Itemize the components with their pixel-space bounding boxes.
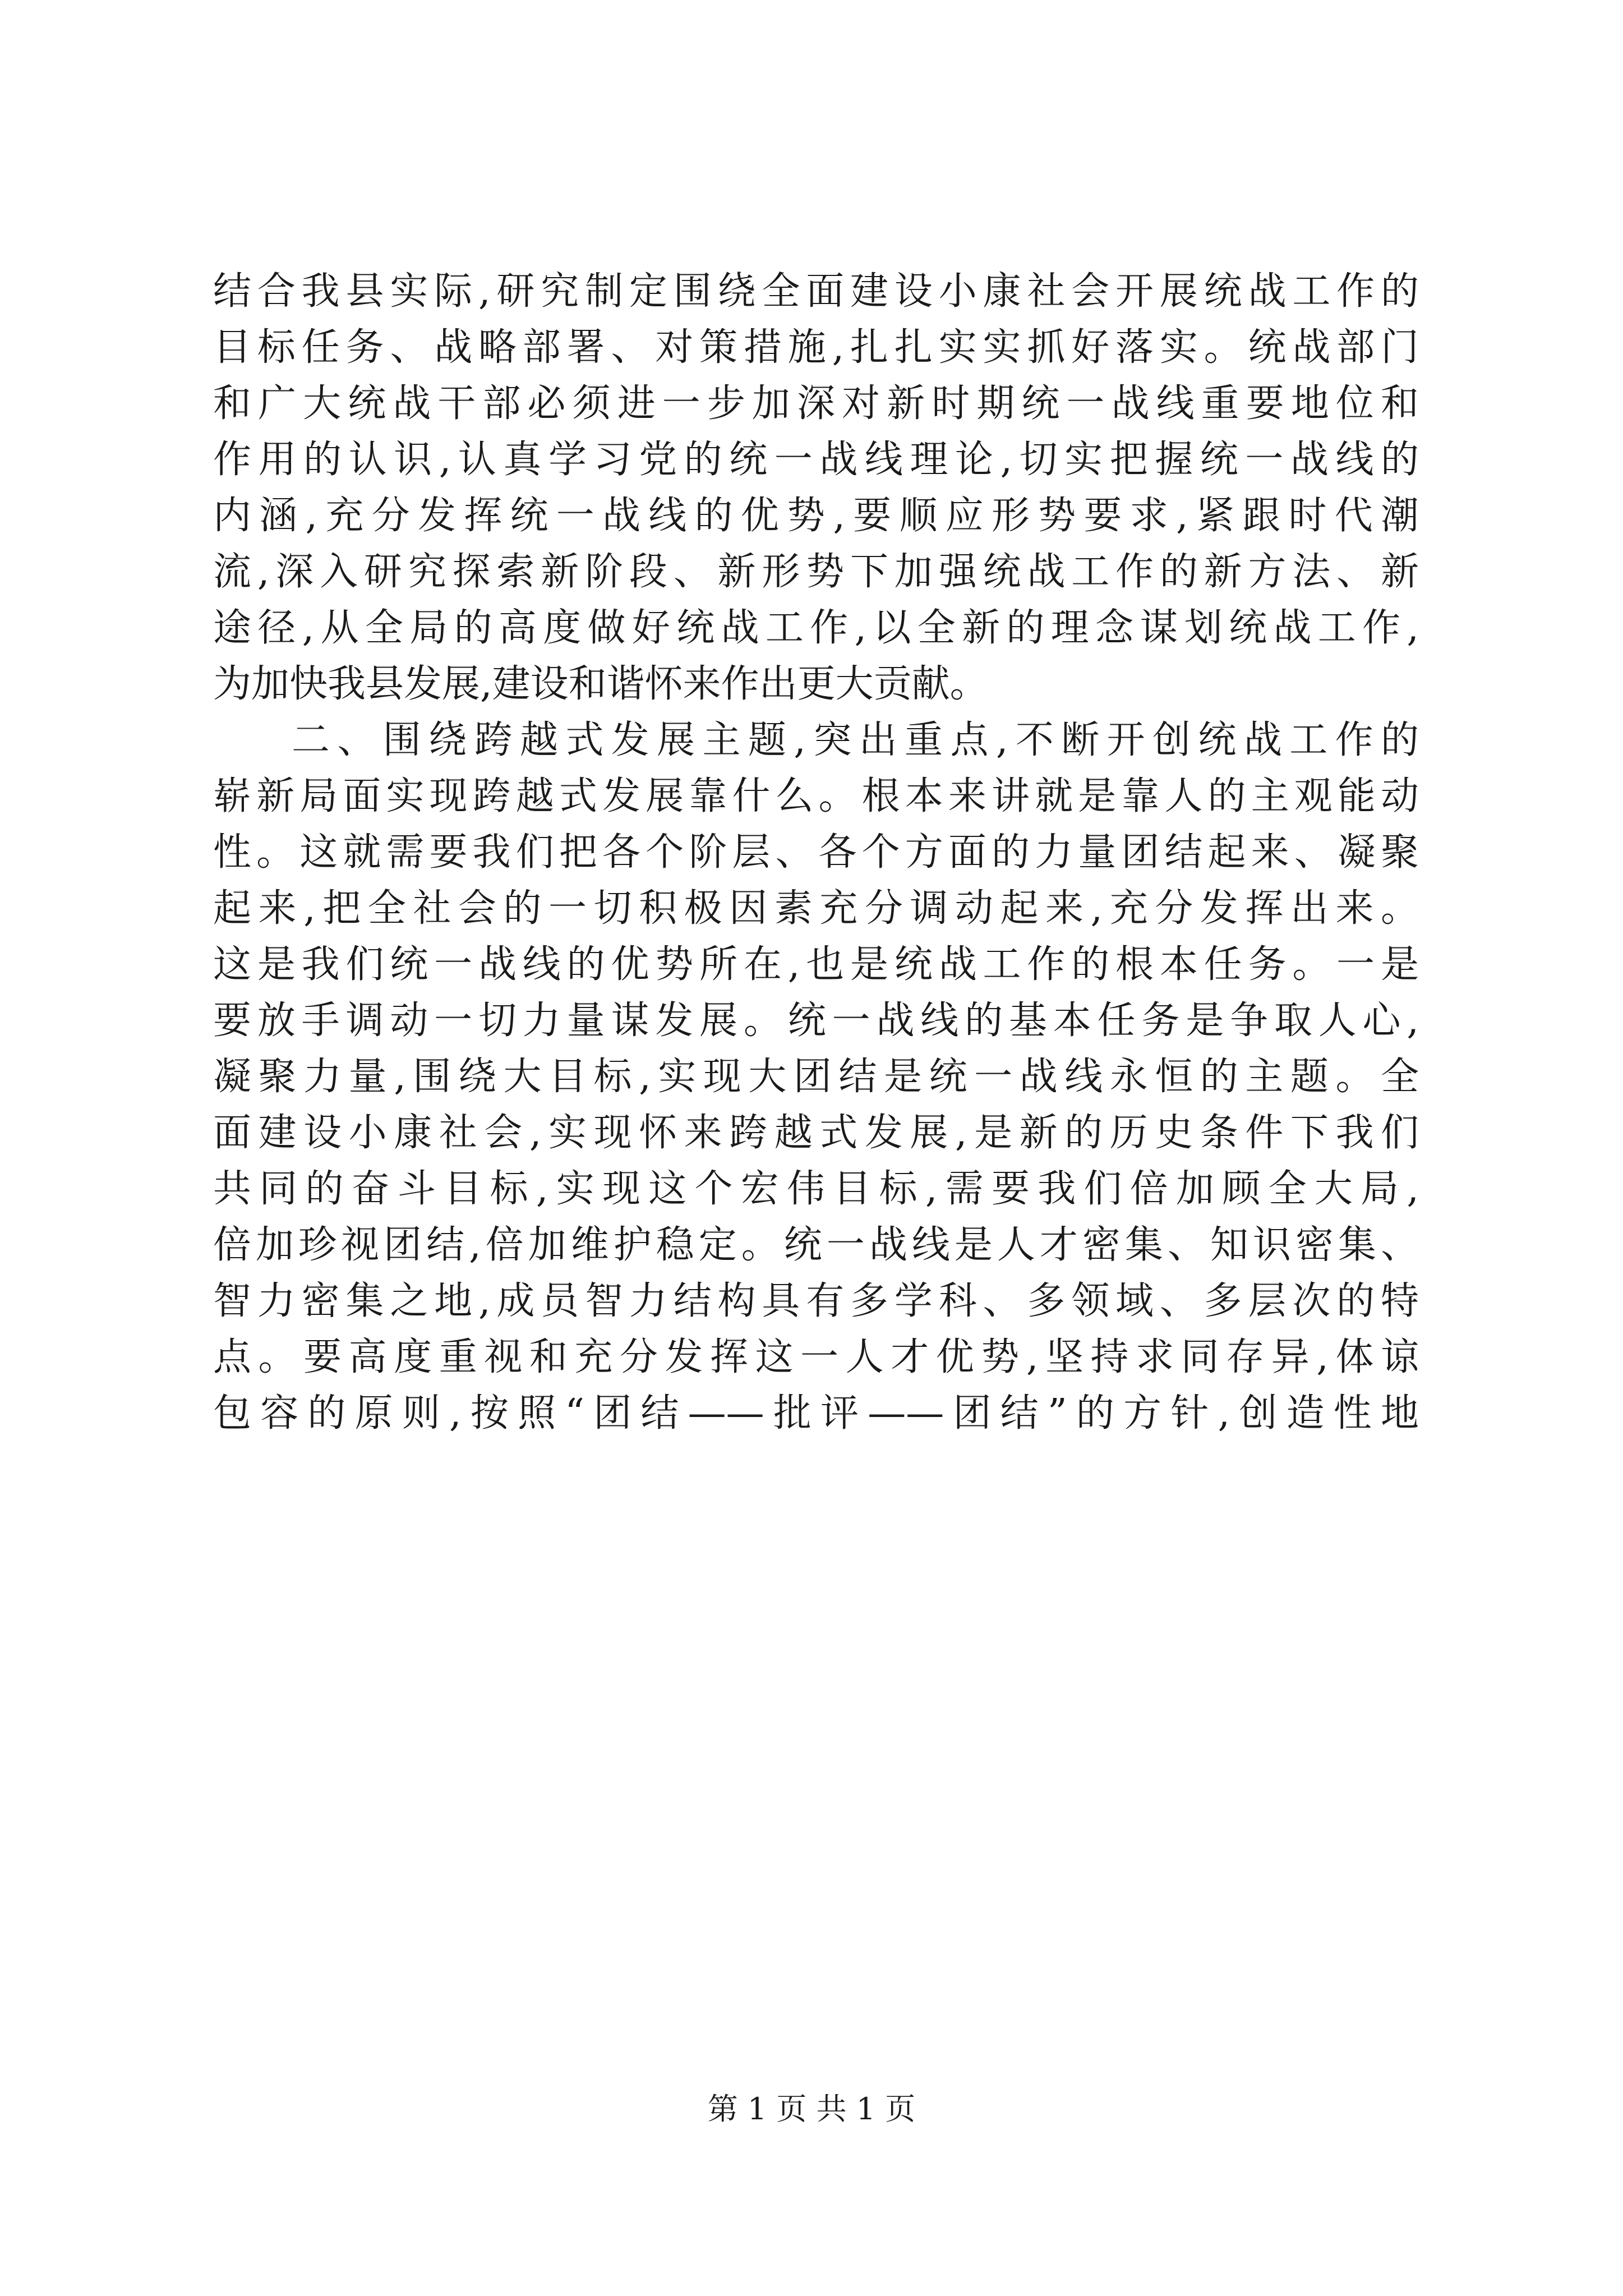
- text-line: 流,深入研究探索新阶段、新形势下加强统战工作的新方法、新: [213, 550, 1419, 594]
- text-line: 崭新局面实现跨越式发展靠什么。根本来讲就是靠人的主观能动: [213, 774, 1419, 818]
- text-line: 智力密集之地,成员智力结构具有多学科、多领域、多层次的特: [213, 1279, 1419, 1323]
- text-line: 共同的奋斗目标,实现这个宏伟目标,需要我们倍加顾全大局,: [213, 1167, 1419, 1211]
- section-heading-line: 二、围绕跨越式发展主题,突出重点,不断开创统战工作的: [292, 718, 1419, 762]
- text-line: 目标任务、战略部署、对策措施,扎扎实实抓好落实。统战部门: [213, 325, 1419, 370]
- text-line: 为加快我县发展,建设和谐怀来作出更大贡献。: [213, 662, 988, 706]
- text-line: 凝聚力量,围绕大目标,实现大团结是统一战线永恒的主题。全: [213, 1055, 1419, 1099]
- text-line: 内涵,充分发挥统一战线的优势,要顺应形势要求,紧跟时代潮: [213, 494, 1419, 538]
- text-line: 作用的认识,认真学习党的统一战线理论,切实把握统一战线的: [213, 438, 1419, 482]
- text-line: 途径,从全局的高度做好统战工作,以全新的理念谋划统战工作,: [213, 606, 1419, 650]
- text-line: 起来,把全社会的一切积极因素充分调动起来,充分发挥出来。: [213, 886, 1419, 931]
- text-line: 结合我县实际,研究制定围绕全面建设小康社会开展统战工作的: [213, 269, 1419, 314]
- page-footer: 第 1 页 共 1 页: [707, 2091, 916, 2127]
- text-line: 性。这就需要我们把各个阶层、各个方面的力量团结起来、凝聚: [213, 830, 1419, 875]
- text-line: 包容的原则,按照“团结——批评——团结”的方针,创造性地: [213, 1391, 1419, 1435]
- text-line: 和广大统战干部必须进一步加深对新时期统一战线重要地位和: [213, 381, 1419, 426]
- text-line: 要放手调动一切力量谋发展。统一战线的基本任务是争取人心,: [213, 999, 1419, 1043]
- text-line: 面建设小康社会,实现怀来跨越式发展,是新的历史条件下我们: [213, 1111, 1419, 1155]
- body-text: [213, 264, 1419, 1442]
- text-line: 倍加珍视团结,倍加维护稳定。统一战线是人才密集、知识密集、: [213, 1223, 1419, 1267]
- text-line: 点。要高度重视和充分发挥这一人才优势,坚持求同存异,体谅: [213, 1335, 1419, 1379]
- text-line: 这是我们统一战线的优势所在,也是统战工作的根本任务。一是: [213, 942, 1419, 987]
